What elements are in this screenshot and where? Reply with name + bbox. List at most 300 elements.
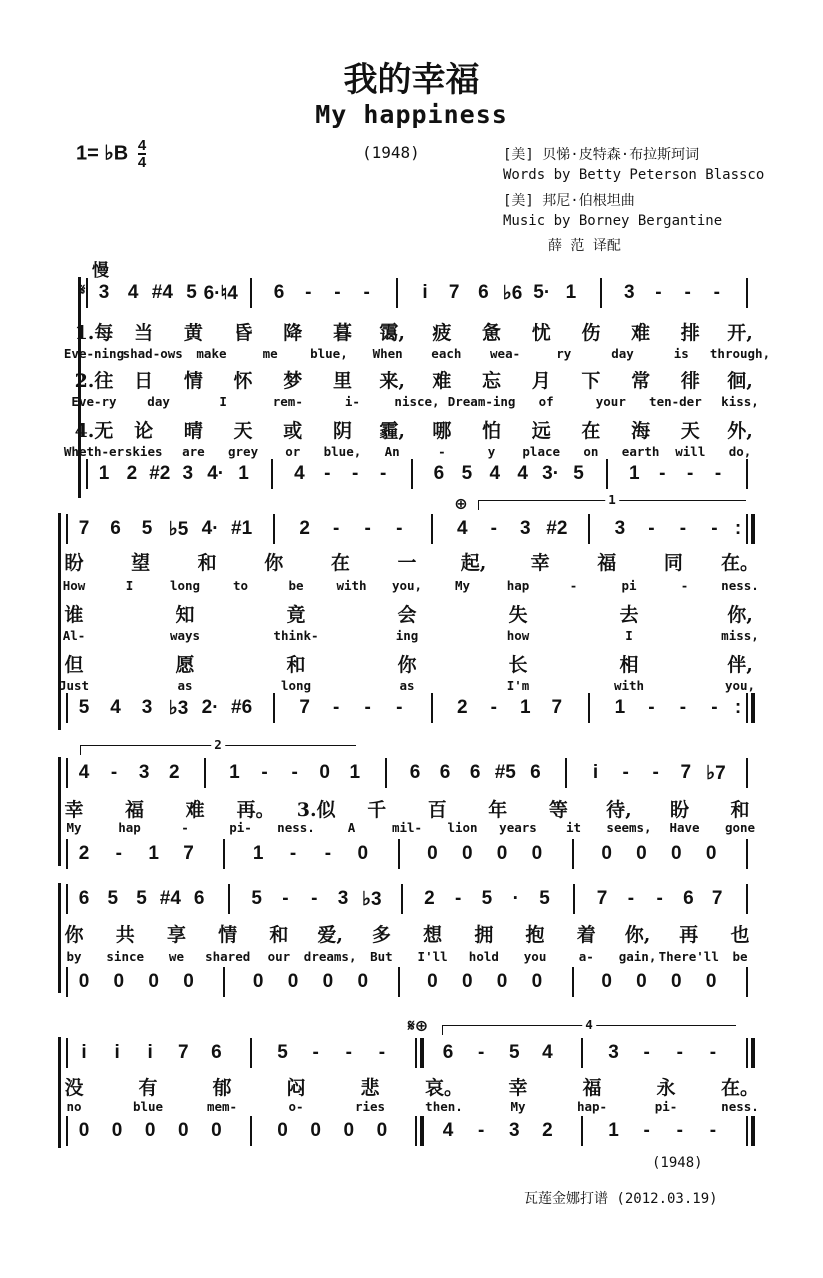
harmony-note: 0 bbox=[496, 971, 508, 992]
lyric-english: y bbox=[487, 444, 496, 459]
lyric-chinese: 天 bbox=[233, 420, 253, 442]
lyric-english: hap bbox=[118, 820, 141, 835]
melody-note: - bbox=[455, 888, 462, 909]
lyricist-zh: [美] 贝悌·皮特森·布拉斯珂词 bbox=[503, 147, 700, 163]
harmony-note: - bbox=[352, 463, 359, 484]
harmony-note: 3 bbox=[509, 1120, 520, 1141]
lyric-english: day bbox=[611, 346, 634, 361]
melody-note: i bbox=[422, 282, 428, 303]
lyric-chinese: 享 bbox=[166, 924, 186, 946]
harmony-note: #2 bbox=[149, 463, 171, 484]
bar-line bbox=[223, 967, 225, 997]
lyric-english: mil- bbox=[391, 820, 423, 835]
lyric-english: ness. bbox=[721, 1099, 759, 1114]
lyric-chinese: 没 bbox=[64, 1077, 84, 1099]
volta-number: 1 bbox=[605, 492, 619, 507]
melody-note: 4· bbox=[201, 518, 219, 539]
harmony-note: 3 bbox=[141, 697, 153, 718]
melody-note: - bbox=[627, 888, 635, 909]
lyric-chinese: 爱, bbox=[317, 924, 343, 946]
melody-note: 5 bbox=[141, 518, 153, 539]
melody-note: ♭7 bbox=[706, 763, 726, 784]
harmony-note: 0 bbox=[531, 971, 543, 992]
harmony-note: 4· bbox=[207, 463, 225, 484]
lyric-chinese: 起, bbox=[460, 552, 487, 574]
system-start-bar bbox=[66, 758, 68, 788]
system-brace bbox=[58, 757, 61, 866]
lyric-chinese: 福 bbox=[125, 799, 145, 821]
lyric-english: Al- bbox=[62, 628, 86, 643]
harmony-note: 2 bbox=[78, 843, 90, 864]
lyric-english: - bbox=[680, 578, 689, 593]
lyric-english: pi- bbox=[654, 1099, 678, 1114]
melody-note: 7 bbox=[78, 518, 90, 539]
lyric-english: ing bbox=[395, 628, 419, 643]
lyric-chinese: 多 bbox=[371, 924, 391, 946]
footer-year: (1948) bbox=[652, 1155, 703, 1171]
harmony-note: 4 bbox=[517, 463, 528, 484]
lyric-english: - bbox=[569, 578, 578, 593]
lyric-english: day bbox=[147, 394, 170, 409]
lyric-english: My bbox=[454, 578, 471, 593]
lyric-chinese: 盼 bbox=[669, 799, 689, 821]
melody-note: i bbox=[147, 1042, 153, 1063]
melody-note: - bbox=[478, 1042, 485, 1063]
harmony-note: 0 bbox=[671, 971, 682, 992]
lyric-english: you, bbox=[724, 678, 756, 693]
harmony-note: 0 bbox=[178, 1120, 189, 1141]
lyric-english: My bbox=[66, 820, 82, 835]
bar-line bbox=[273, 693, 275, 723]
bar-line bbox=[415, 1038, 417, 1068]
bar-line bbox=[581, 1116, 583, 1146]
bar-line bbox=[250, 1038, 252, 1068]
lyric-english: as bbox=[399, 678, 415, 693]
lyric-english: How bbox=[62, 578, 86, 593]
melody-note: 0 bbox=[319, 762, 331, 783]
melody-note: - bbox=[334, 282, 341, 303]
lyric-english: ten-der bbox=[649, 394, 702, 409]
bar-line bbox=[606, 459, 608, 489]
harmony-note: - bbox=[396, 697, 403, 718]
bar-line bbox=[411, 459, 413, 489]
harmony-note: - bbox=[714, 463, 722, 484]
lyric-chinese: 同 bbox=[663, 552, 683, 574]
footer-note: 瓦莲金娜打谱 (2012.03.19) bbox=[524, 1191, 718, 1207]
lyric-chinese: 望 bbox=[131, 552, 151, 574]
lyric-english: think- bbox=[273, 628, 319, 643]
lyric-chinese: 怀 bbox=[233, 370, 253, 392]
lyric-english: as bbox=[177, 678, 193, 693]
harmony-note: 7 bbox=[551, 697, 563, 718]
melody-note: - bbox=[655, 282, 662, 303]
lyric-chinese: 你 bbox=[264, 552, 284, 574]
lyric-chinese: 再 bbox=[679, 924, 699, 946]
melody-note: 6 bbox=[478, 282, 489, 303]
lyric-chinese: 长 bbox=[508, 654, 528, 676]
lyric-chinese: 想 bbox=[423, 924, 443, 946]
lyric-english: skies bbox=[124, 444, 163, 459]
lyric-english: with bbox=[613, 678, 645, 693]
harmony-note: #6 bbox=[231, 697, 253, 718]
melody-note: - bbox=[648, 518, 655, 539]
time-signature-top: 4 bbox=[137, 137, 147, 154]
harmony-note: - bbox=[687, 463, 694, 484]
lyric-chinese: 和 bbox=[286, 654, 306, 676]
melody-note: 2 bbox=[168, 762, 180, 783]
harmony-note: 1 bbox=[252, 843, 264, 864]
melody-note: - bbox=[110, 762, 118, 783]
lyric-english: Eve-ning bbox=[63, 346, 125, 361]
lyric-english: how bbox=[506, 628, 530, 643]
harmony-note: 0 bbox=[211, 1120, 222, 1141]
lyric-english: we bbox=[168, 949, 184, 964]
bar-line bbox=[415, 1116, 417, 1146]
bar-line bbox=[746, 884, 748, 914]
lyric-chinese: 里 bbox=[332, 370, 352, 392]
melody-note: 7 bbox=[680, 762, 692, 783]
lyric-english: do, bbox=[728, 444, 752, 459]
bar-line bbox=[746, 459, 748, 489]
bar-line bbox=[588, 514, 590, 544]
lyric-chinese: 闷 bbox=[286, 1077, 306, 1099]
melody-note: - bbox=[622, 762, 629, 783]
harmony-note: 2 bbox=[126, 463, 138, 484]
melody-note: 6 bbox=[683, 888, 694, 909]
lyric-chinese: 永 bbox=[656, 1077, 676, 1099]
harmony-note: 0 bbox=[252, 971, 264, 992]
melody-note: 3 bbox=[98, 282, 110, 303]
lyric-chinese: 1.每 bbox=[74, 322, 114, 344]
harmony-note: 0 bbox=[636, 843, 647, 864]
lyric-chinese: 和 bbox=[269, 924, 289, 946]
harmony-note: - bbox=[379, 463, 387, 484]
composition-year: (1948) bbox=[362, 143, 420, 162]
harmony-note: 1 bbox=[98, 463, 110, 484]
harmony-note: 4 bbox=[442, 1120, 454, 1141]
lyric-english: our bbox=[267, 949, 291, 964]
melody-note: 6·♮4 bbox=[203, 283, 238, 304]
system-brace bbox=[58, 1037, 61, 1148]
harmony-note: - bbox=[490, 697, 497, 718]
lyric-english: then. bbox=[425, 1099, 463, 1114]
lyric-chinese: 等 bbox=[548, 799, 568, 821]
lyric-english: lion bbox=[447, 820, 478, 835]
lyric-english: I'm bbox=[506, 678, 530, 693]
melody-note: 1 bbox=[565, 282, 577, 303]
lyric-english: miss, bbox=[721, 628, 759, 643]
lyric-chinese: 暮 bbox=[332, 322, 352, 344]
lyric-english: But bbox=[370, 949, 393, 964]
lyric-chinese: 幸 bbox=[508, 1077, 528, 1099]
melody-note: 3 bbox=[623, 282, 635, 303]
lyric-chinese: 你 bbox=[397, 654, 417, 676]
lyric-chinese: 有 bbox=[138, 1077, 158, 1099]
lyric-english: you, bbox=[391, 578, 423, 593]
harmony-note: 2 bbox=[542, 1120, 553, 1141]
lyric-chinese: 年 bbox=[488, 799, 508, 821]
lyric-english: place bbox=[522, 444, 561, 459]
harmony-note: - bbox=[333, 697, 340, 718]
volta-bracket-hook bbox=[442, 1025, 443, 1035]
melody-note: - bbox=[291, 762, 298, 783]
lyric-chinese: 竟 bbox=[286, 604, 306, 626]
bar-line bbox=[600, 278, 602, 308]
harmony-note: 3 bbox=[182, 463, 194, 484]
harmony-note: 1 bbox=[629, 463, 640, 484]
melody-note: 5 bbox=[186, 282, 197, 303]
melody-note: 7 bbox=[596, 888, 608, 909]
lyric-chinese: 或 bbox=[283, 420, 303, 442]
bar-line bbox=[746, 839, 748, 869]
segno-sign: 𝄋 bbox=[78, 280, 86, 299]
lyric-english: ness. bbox=[277, 820, 315, 835]
lyric-chinese: 去 bbox=[619, 604, 639, 626]
harmony-note: 0 bbox=[461, 971, 473, 992]
lyric-english: blue bbox=[132, 1099, 164, 1114]
harmony-note: 5 bbox=[461, 463, 473, 484]
lyric-english: hold bbox=[468, 949, 499, 964]
lyric-chinese: 待, bbox=[606, 799, 632, 821]
lyric-chinese: 2.往 bbox=[74, 370, 114, 392]
lyric-chinese: 和 bbox=[197, 552, 217, 574]
lyric-chinese: 着 bbox=[576, 924, 596, 946]
melody-note: 6 bbox=[110, 518, 121, 539]
melody-note: ♭3 bbox=[362, 889, 382, 910]
lyric-english: hap bbox=[506, 578, 530, 593]
harmony-note: - bbox=[679, 697, 687, 718]
lyric-english: ry bbox=[556, 346, 572, 361]
harmony-note: 0 bbox=[636, 971, 647, 992]
harmony-note: 4 bbox=[294, 463, 305, 484]
lyric-english: through, bbox=[709, 346, 771, 361]
song-subtitle: My happiness bbox=[315, 100, 508, 129]
harmony-note: 7 bbox=[299, 697, 310, 718]
lyric-english: Just bbox=[58, 678, 90, 693]
harmony-note: 2· bbox=[201, 697, 219, 718]
melody-note: 7 bbox=[178, 1042, 189, 1063]
lyric-chinese: 怕 bbox=[482, 420, 502, 442]
lyric-chinese: 忘 bbox=[482, 370, 502, 392]
lyric-english: long bbox=[280, 678, 312, 693]
bar-line bbox=[746, 967, 748, 997]
bar-line bbox=[431, 693, 433, 723]
lyric-chinese: 情 bbox=[218, 924, 238, 946]
lyric-english: shad-ows bbox=[122, 346, 183, 361]
lyric-english: is bbox=[673, 346, 689, 361]
bar-line-double bbox=[751, 1116, 755, 1146]
lyric-english: of bbox=[538, 394, 554, 409]
lyric-chinese: 哀。 bbox=[424, 1077, 464, 1099]
harmony-note: 3· bbox=[542, 463, 560, 484]
lyric-english: An bbox=[384, 444, 400, 459]
melody-note: i bbox=[81, 1042, 87, 1063]
volta-number: 4 bbox=[582, 1017, 596, 1032]
lyric-english: nisce, bbox=[394, 394, 440, 409]
melody-note: #2 bbox=[546, 518, 568, 539]
lyric-english: blue, bbox=[310, 346, 348, 361]
melody-note: - bbox=[378, 1042, 386, 1063]
lyric-chinese: 你, bbox=[624, 924, 651, 946]
melody-note: 6 bbox=[193, 888, 205, 909]
lyric-english: since bbox=[106, 949, 145, 964]
bar-line-double bbox=[420, 1038, 424, 1068]
lyric-chinese: 幸 bbox=[530, 552, 550, 574]
lyric-chinese: 知 bbox=[175, 604, 195, 626]
melody-note: 5 bbox=[509, 1042, 520, 1063]
melody-note: #4 bbox=[151, 282, 173, 303]
harmony-note: - bbox=[676, 1120, 683, 1141]
lyric-chinese: 难 bbox=[185, 799, 205, 821]
volta-bracket-hook bbox=[478, 500, 479, 510]
lyric-chinese: 幸 bbox=[64, 799, 84, 821]
harmony-note: - bbox=[648, 697, 655, 718]
lyric-english: blue, bbox=[323, 444, 362, 459]
lyric-chinese: 盼 bbox=[64, 552, 84, 574]
system-start-bar bbox=[66, 1038, 68, 1068]
lyric-english: There'll bbox=[658, 949, 719, 964]
bar-line bbox=[581, 1038, 583, 1068]
bar-line bbox=[223, 839, 225, 869]
melody-note: - bbox=[282, 888, 289, 909]
melody-note: 3 bbox=[138, 762, 150, 783]
lyric-english: by bbox=[66, 949, 82, 964]
harmony-note: 0 bbox=[705, 843, 717, 864]
lyric-english: your bbox=[595, 394, 626, 409]
lyric-english: I bbox=[125, 578, 134, 593]
lyric-chinese: 你 bbox=[64, 924, 84, 946]
bar-line bbox=[204, 758, 206, 788]
melody-note: 4 bbox=[456, 518, 468, 539]
harmony-note: 0 bbox=[357, 971, 369, 992]
melody-note: 7 bbox=[711, 888, 723, 909]
melody-note: - bbox=[363, 282, 370, 303]
harmony-note: 1 bbox=[238, 463, 249, 484]
bar-line bbox=[398, 967, 400, 997]
melody-note: 1 bbox=[229, 762, 240, 783]
harmony-note: 0 bbox=[343, 1120, 355, 1141]
lyric-english: you bbox=[523, 949, 547, 964]
lyric-chinese: 开, bbox=[727, 322, 753, 344]
lyric-chinese: 梦 bbox=[283, 370, 303, 392]
melody-note: - bbox=[305, 282, 312, 303]
melody-note: - bbox=[312, 1042, 319, 1063]
lyric-english: years bbox=[499, 820, 537, 835]
bar-line bbox=[401, 884, 403, 914]
harmony-note: 0 bbox=[277, 1120, 288, 1141]
lyric-english: When bbox=[372, 346, 403, 361]
harmony-note: 0 bbox=[144, 1120, 156, 1141]
lyric-english: each bbox=[431, 346, 462, 361]
segno-coda-sign: 𝄋⊕ bbox=[407, 1016, 429, 1035]
melody-note: 7 bbox=[448, 282, 460, 303]
melody-note: 5· bbox=[533, 282, 551, 303]
bar-line bbox=[746, 1116, 748, 1146]
lyric-chinese: 4.无 bbox=[74, 420, 114, 442]
harmony-note: 0 bbox=[601, 843, 612, 864]
lyric-english: pi bbox=[621, 578, 637, 593]
lyric-chinese: 忧 bbox=[531, 322, 551, 344]
lyric-english: with bbox=[336, 578, 367, 593]
bar-line bbox=[271, 459, 273, 489]
bar-line bbox=[572, 839, 574, 869]
harmony-note: 0 bbox=[113, 971, 125, 992]
bar-line bbox=[228, 884, 230, 914]
melody-note: 6 bbox=[78, 888, 90, 909]
harmony-note: 2 bbox=[456, 697, 468, 718]
lyric-chinese: 共 bbox=[115, 924, 135, 946]
lyric-chinese: 千 bbox=[367, 799, 387, 821]
lyric-english: or bbox=[285, 444, 301, 459]
lyric-english: My bbox=[510, 1099, 526, 1114]
harmony-note: - bbox=[643, 1120, 650, 1141]
lyric-chinese: 失 bbox=[508, 604, 528, 626]
harmony-note: 0 bbox=[531, 843, 543, 864]
harmony-note: - bbox=[289, 843, 297, 864]
lyric-chinese: 排 bbox=[680, 322, 700, 344]
melody-note: - bbox=[643, 1042, 650, 1063]
harmony-note: 0 bbox=[322, 971, 334, 992]
harmony-note: 1 bbox=[148, 843, 159, 864]
lyric-chinese: 福 bbox=[597, 552, 617, 574]
lyric-chinese: 在。 bbox=[720, 552, 760, 574]
melody-note: 6 bbox=[442, 1042, 454, 1063]
bar-line bbox=[746, 693, 748, 723]
melody-note: 6 bbox=[409, 762, 421, 783]
lyric-english: rem- bbox=[272, 394, 303, 409]
bar-line bbox=[396, 278, 398, 308]
melody-note: #4 bbox=[159, 888, 181, 909]
harmony-note: 0 bbox=[287, 971, 299, 992]
melody-note: 4 bbox=[127, 282, 139, 303]
lyric-english: earth bbox=[621, 444, 660, 459]
lyric-english: make bbox=[196, 346, 227, 361]
harmony-note: 0 bbox=[148, 971, 159, 992]
lyric-chinese: 悲 bbox=[360, 1077, 380, 1099]
repeat-dots: : bbox=[734, 697, 742, 718]
lyric-english: I bbox=[219, 394, 227, 409]
lyric-english: be bbox=[732, 949, 748, 964]
song-title: 我的幸福 bbox=[343, 60, 480, 100]
melody-note: 4 bbox=[78, 762, 90, 783]
lyric-english: ways bbox=[169, 628, 201, 643]
harmony-note: 0 bbox=[705, 971, 717, 992]
bar-line bbox=[746, 278, 748, 308]
time-signature-bottom: 4 bbox=[137, 154, 147, 171]
lyric-chinese: 难 bbox=[631, 322, 651, 344]
lyric-chinese: 海 bbox=[631, 420, 651, 442]
lyric-chinese: 在 bbox=[330, 552, 350, 574]
harmony-note: - bbox=[364, 697, 371, 718]
harmony-note: ♭3 bbox=[168, 698, 189, 719]
melody-note: 5 bbox=[277, 1042, 288, 1063]
bar-line-double bbox=[751, 693, 755, 723]
key-signature bbox=[76, 138, 146, 170]
lyric-english: gain, bbox=[618, 949, 657, 964]
lyric-english: I bbox=[625, 628, 633, 643]
harmony-note: 0 bbox=[78, 1120, 90, 1141]
lyric-english: no bbox=[66, 1099, 82, 1114]
lyric-chinese: 抱 bbox=[525, 924, 545, 946]
melody-note: ♭6 bbox=[502, 283, 523, 304]
bar-line bbox=[250, 278, 252, 308]
lyric-english: Wheth-er bbox=[63, 444, 125, 459]
lyric-chinese: 远 bbox=[531, 420, 551, 442]
harmony-note: - bbox=[478, 1120, 485, 1141]
melody-note: - bbox=[709, 1042, 717, 1063]
bar-line bbox=[588, 693, 590, 723]
harmony-note: 7 bbox=[183, 843, 194, 864]
